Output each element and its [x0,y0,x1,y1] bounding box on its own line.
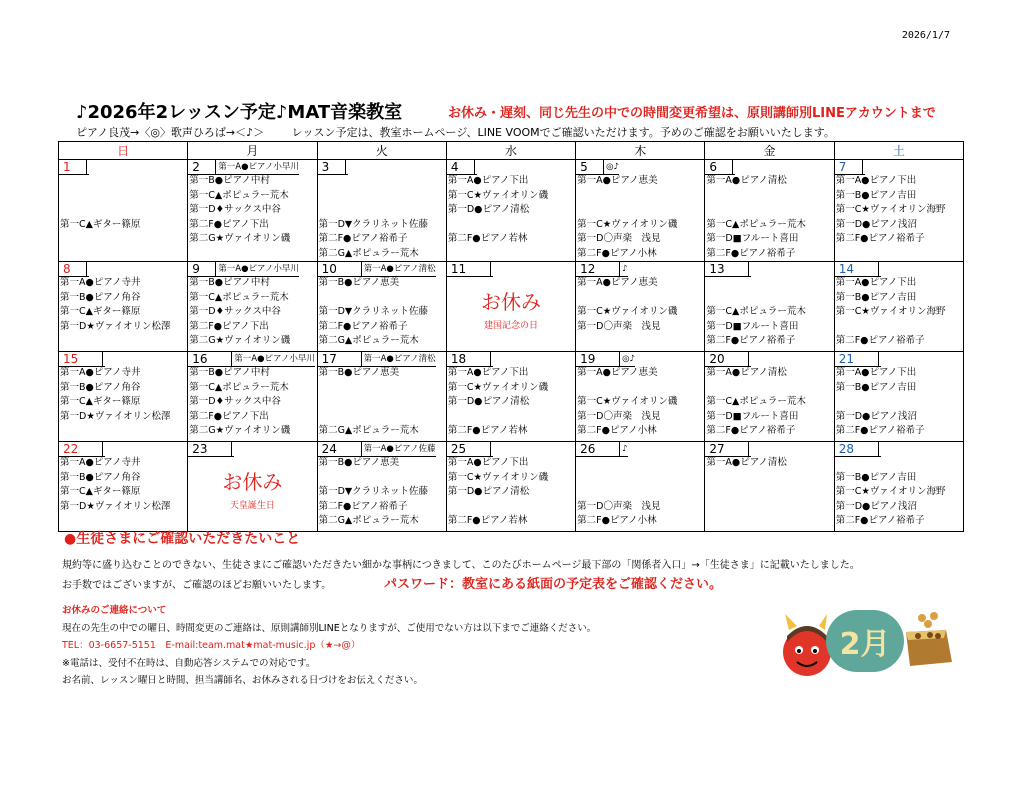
day-note: 第一A●ピアノ小早川 [216,160,299,175]
day-note [749,262,751,277]
lesson-entry: 第一B●ピアノ恵美 [318,277,400,288]
calendar-day [188,160,317,262]
day-number: 19 [576,352,620,367]
lesson-entry: 第一B●ピアノ吉田 [835,189,917,201]
day-number: 25 [447,442,491,457]
day-note [103,442,105,457]
calendar-week [59,442,964,532]
lesson-entry [835,395,963,410]
weekday-thu: 木 [576,142,705,160]
lesson-entry: 第一A●ピアノ下出 [835,175,917,186]
day-note [863,160,865,175]
lesson-entry: 第一B●ピアノ恵美 [318,457,400,468]
day-number: 17 [318,352,362,367]
day-note: 第一A●ピアノ佐藤 [362,442,436,457]
lesson-entry: 第一D★ヴァイオリン松澤 [60,320,171,332]
lesson-entry: 第一D●ピアノ浅沼 [835,218,918,230]
lesson-entry: 第二F●ピアノ小林 [577,247,657,259]
day-number: 24 [318,442,362,457]
calendar-day [834,442,963,532]
day-note [475,160,477,175]
lesson-entry: 第一D〇声楽 浅見 [577,320,661,332]
lesson-entry [576,189,704,204]
day-number: 20 [705,352,749,367]
notice-paragraph-1: 規約等に盛り込むことのできない、生徒さまにご確認いただきたい細かな事柄につきまして、このたびホームページ最下部の「関係者入口」→「生徒さま」に記載いたしました。 [62,560,860,571]
lesson-entry: 第一D●ピアノ清松 [447,204,530,215]
holiday-name: 天皇誕生日 [229,501,275,511]
calendar-day [317,442,446,532]
calendar-week [59,352,964,442]
lesson-entry: 第一C▲ギター篠原 [60,218,141,230]
lesson-entry: 第一B●ピアノ角谷 [60,471,141,483]
calendar-day [59,262,188,352]
bean-box-icon [896,610,958,674]
lesson-entry: 第一A●ピアノ下出 [447,175,529,186]
lesson-entry: 第一A●ピアノ清松 [706,175,787,186]
contact-title: お休みのご連絡について [62,605,167,616]
subtitle [76,124,859,140]
day-note [879,442,881,457]
day-number: 27 [705,442,749,457]
day-note [491,262,493,277]
lesson-entry: 第二F●ピアノ裕希子 [318,233,408,244]
weekday-tue: 火 [317,142,446,160]
check-title: ●生徒さまにご確認いただきたいこと [64,531,301,547]
lesson-entry: 第一C★ヴァイオリン海野 [835,204,946,215]
lesson-entry [576,456,704,471]
calendar-day [576,262,705,352]
calendar-day [834,262,963,352]
lesson-entry [705,291,833,306]
absence-notice: お休み・遅刻、同じ先生の中での時間変更希望は、原則講師別LINEアカウントまで [448,106,936,121]
lesson-entry: 第一D▼クラリネット佐藤 [318,306,428,317]
lesson-entry: 第二G★ヴァイオリン磯 [189,425,291,436]
calendar-day [446,262,575,352]
lesson-entry: 第一C▲ポピュラー荒木 [189,189,289,201]
lesson-entry [705,203,833,218]
lesson-entry: 第二F●ピアノ若林 [447,425,528,436]
holiday-name: 建国記念の日 [483,321,538,331]
calendar-day [59,160,188,262]
lesson-entry: 第一D〇声楽 浅見 [577,500,661,512]
calendar-day [59,442,188,532]
day-number: 8 [59,262,87,277]
day-number: 16 [188,352,232,367]
lesson-entry [318,203,446,218]
lesson-entry [705,381,833,396]
lesson-entry: 第一C▲ポピュラー荒木 [706,218,806,230]
page-title: ♪2026年2レッスン予定♪MAT音楽教室 [76,102,403,123]
day-note [491,352,493,367]
lesson-entry: 第一A●ピアノ恵美 [577,175,658,186]
lesson-entry [576,485,704,500]
lesson-entry: 第二F●ピアノ裕希子 [835,425,925,436]
lesson-entry: 第一C★ヴァイオリン磯 [447,471,549,483]
calendar-day [834,160,963,262]
day-note: ♪ [620,262,627,277]
lesson-entry [59,189,187,204]
lesson-entry [318,291,446,306]
day-note [87,262,89,277]
lesson-entry: 第一B●ピアノ恵美 [318,367,400,378]
lesson-entry [447,410,575,425]
weekday-sun: 日 [59,142,188,160]
lesson-entry: 第一B●ピアノ角谷 [60,291,141,303]
lesson-entry: 第一D〇声楽 浅見 [577,410,661,422]
day-number: 23 [188,442,232,457]
lesson-entry: 第二F●ピアノ下出 [189,410,269,422]
calendar-day [576,160,705,262]
lesson-entry: 第二G▲ポピュラー荒木 [318,515,419,526]
lesson-entry: 第二G▲ポピュラー荒木 [318,247,419,259]
day-note [733,160,735,175]
day-note [879,262,881,277]
lesson-entry: 第一C▲ポピュラー荒木 [706,396,806,407]
lesson-entry: 第一A●ピアノ寺井 [60,367,141,378]
day-number: 22 [59,442,103,457]
weekday-sat: 土 [834,142,963,160]
lesson-entry [835,456,963,471]
lesson-entry [59,174,187,189]
lesson-entry: 第一A●ピアノ下出 [447,457,529,468]
lesson-entry: 第二F●ピアノ若林 [447,233,528,244]
lesson-entry: 第二G★ヴァイオリン磯 [189,233,291,244]
lesson-entry: 第二F●ピアノ裕希子 [835,233,925,244]
contact-line: TEL：03-6657-5151 E-mail:team.mat★mat-music.jp（★→@） [62,640,361,651]
lesson-entry: 第一D●ピアノ清松 [447,486,530,497]
contact-line: 現在の先生の中での曜日、時間変更のご連絡は、原則講師別LINEとなりますが、ご使用でない方は以下までご連絡ください。 [62,623,597,634]
day-note: 第一A●ピアノ清松 [362,262,436,277]
contact-line: ※電話は、受付不在時は、自動応答システムでの対応です。 [62,658,316,669]
day-note [87,160,89,175]
day-note [346,160,348,175]
day-note [103,352,105,367]
calendar-day [59,352,188,442]
day-number: 10 [318,262,362,277]
lesson-entry [576,471,704,486]
lesson-entry: 第一A●ピアノ下出 [447,367,529,378]
holiday-mark [188,470,316,511]
day-note: 第一A●ピアノ小早川 [216,262,299,277]
lesson-entry [447,500,575,515]
lesson-entry: 第一C★ヴァイオリン海野 [835,306,946,317]
calendar-body [59,160,964,532]
day-note: ♪ [620,442,627,457]
calendar-day [705,352,834,442]
lesson-entry: 第一A●ピアノ恵美 [577,277,658,288]
day-number: 6 [705,160,733,175]
calendar-day [705,160,834,262]
lesson-entry: 第一C★ヴァイオリン磯 [577,396,678,407]
lesson-entry: 第一D♦サックス中谷 [189,396,281,407]
lesson-entry: 第一D■フルート喜田 [706,410,799,422]
day-note [232,442,234,457]
day-note: 第一A●ピアノ小早川 [232,352,315,367]
calendar-day [576,352,705,442]
lesson-entry: 第一D■フルート喜田 [706,233,799,244]
lesson-entry: 第一C▲ギター篠原 [60,306,141,317]
lesson-entry [576,291,704,306]
lesson-entry: 第一D♦サックス中谷 [189,204,281,215]
lesson-entry: 第一B●ピアノ吉田 [835,471,917,483]
calendar-day [188,352,317,442]
calendar-day [317,160,446,262]
lesson-entry: 第一C▲ギター篠原 [60,396,141,407]
lesson-entry: 第二F●ピアノ小林 [577,515,657,526]
lesson-entry [705,276,833,291]
lesson-entry: 第一D〇声楽 浅見 [577,233,661,244]
lesson-entry [318,381,446,396]
lesson-entry: 第一A●ピアノ清松 [706,367,787,378]
lesson-entry: 第一D●ピアノ清松 [447,396,530,407]
lesson-entry [576,381,704,396]
day-note: ◎♪ [604,160,619,175]
day-note: 第一A●ピアノ清松 [362,352,436,367]
lesson-entry: 第一C★ヴァイオリン磯 [447,189,549,201]
symbol-legend: ピアノ良茂→〈◎〉歌声ひろば→＜♪＞ [76,126,265,139]
lesson-entry: 第一C★ヴァイオリン海野 [835,486,946,497]
day-note [749,442,751,457]
lesson-entry [447,218,575,233]
calendar-day [446,352,575,442]
schedule-info: レッスン予定は、教室ホームページ、LINE VOOMでご確認いただけます。予めのご確認をお願いいたします。 [291,126,835,139]
day-number: 13 [705,262,749,277]
notice-paragraph-2: お手数ではございますが、ご確認のほどお願いいたします。 [62,580,332,591]
day-number: 21 [835,352,879,367]
day-note [749,352,751,367]
lesson-entry: 第一B●ピアノ中村 [189,367,270,378]
lesson-entry: 第一B●ピアノ吉田 [835,291,917,303]
lesson-entry [318,395,446,410]
lesson-entry: 第一D●ピアノ浅沼 [835,500,918,512]
lesson-entry: 第一D●ピアノ浅沼 [835,410,918,422]
lesson-entry: 第二F●ピアノ下出 [189,218,269,230]
day-number: 14 [835,262,879,277]
day-number: 18 [447,352,491,367]
holiday-label: お休み [222,470,283,494]
day-number: 7 [835,160,863,175]
calendar-day [446,442,575,532]
weekday-header [59,142,964,160]
lesson-entry: 第一A●ピアノ寺井 [60,457,141,468]
lesson-entry: 第一B●ピアノ中村 [189,175,270,186]
lesson-entry: 第一D▼クラリネット佐藤 [318,486,428,497]
lesson-entry: 第二F●ピアノ裕希子 [835,335,925,346]
lesson-entry: 第一C▲ポピュラー荒木 [706,306,806,317]
day-note [491,442,493,457]
day-note [879,352,881,367]
lesson-entry: 第一A●ピアノ下出 [835,367,917,378]
day-number: 28 [835,442,879,457]
lesson-entry: 第二G▲ポピュラー荒木 [318,425,419,436]
lesson-entry: 第二F●ピアノ小林 [577,425,657,436]
calendar-day [188,262,317,352]
lesson-entry [59,203,187,218]
lesson-entry: 第一B●ピアノ吉田 [835,381,917,393]
calendar-week [59,262,964,352]
lesson-entry: 第二F●ピアノ若林 [447,515,528,526]
lesson-entry: 第一C★ヴァイオリン磯 [447,381,549,393]
lesson-entry: 第二F●ピアノ裕希子 [706,247,796,259]
lesson-entry: 第一D■フルート喜田 [706,320,799,332]
lesson-entry [705,189,833,204]
calendar-day [834,352,963,442]
calendar-day [446,160,575,262]
lesson-entry: 第一C★ヴァイオリン磯 [577,306,678,317]
lesson-entry: 第一B●ピアノ角谷 [60,381,141,393]
holiday-label: お休み [480,290,541,314]
calendar-day [188,442,317,532]
lesson-entry: 第二F●ピアノ裕希子 [318,500,408,512]
day-number: 3 [318,160,346,175]
print-date: 2026/1/7 [901,30,950,41]
month-badge [826,610,904,672]
lesson-entry: 第一D▼クラリネット佐藤 [318,218,428,230]
lesson-entry: 第二F●ピアノ裕希子 [318,320,408,332]
lesson-entry: 第二F●ピアノ裕希子 [706,425,796,436]
calendar-day [576,442,705,532]
day-number: 11 [447,262,491,277]
calendar-week [59,160,964,262]
calendar-table [58,141,964,532]
password-notice: パスワード：教室にある紙面の予定表をご確認ください。 [384,577,723,592]
calendar-day [317,262,446,352]
calendar-day [705,262,834,352]
day-number: 4 [447,160,475,175]
lesson-entry [835,320,963,335]
lesson-entry: 第一D♦サックス中谷 [189,306,281,317]
day-number: 15 [59,352,103,367]
lesson-entry [318,471,446,486]
lesson-entry: 第一C▲ポピュラー荒木 [189,291,289,303]
lesson-entry [576,203,704,218]
contact-line: お名前、レッスン曜日と時間、担当講師名、お休みされる日づけをお伝えください。 [62,675,423,686]
lesson-entry: 第一A●ピアノ清松 [706,457,787,468]
lesson-entry: 第二G★ヴァイオリン磯 [189,335,291,346]
lesson-entry: 第一C★ヴァイオリン磯 [577,218,678,230]
day-number: 12 [576,262,620,277]
lesson-entry: 第一D★ヴァイオリン松澤 [60,410,171,422]
lesson-entry: 第二F●ピアノ下出 [189,320,269,332]
lesson-entry: 第一A●ピアノ恵美 [577,367,658,378]
lesson-entry: 第一B●ピアノ中村 [189,277,270,288]
weekday-wed: 水 [446,142,575,160]
holiday-mark [447,290,575,331]
lesson-entry [318,410,446,425]
day-number: 5 [576,160,604,175]
lesson-entry [318,174,446,189]
weekday-fri: 金 [705,142,834,160]
lesson-entry: 第二F●ピアノ裕希子 [835,515,925,526]
lesson-entry: 第一A●ピアノ寺井 [60,277,141,288]
lesson-entry: 第二F●ピアノ裕希子 [706,335,796,346]
day-note: ◎♪ [620,352,635,367]
lesson-entry: 第一A●ピアノ下出 [835,277,917,288]
weekday-mon: 月 [188,142,317,160]
lesson-entry [318,189,446,204]
day-number: 1 [59,160,87,175]
lesson-entry: 第一C▲ポピュラー荒木 [189,381,289,393]
day-number: 26 [576,442,620,457]
month-badge-label: 2月 [839,627,891,662]
lesson-entry: 第一D★ヴァイオリン松澤 [60,500,171,512]
lesson-entry: 第一C▲ギター篠原 [60,486,141,497]
calendar-day [705,442,834,532]
day-number: 2 [188,160,216,175]
day-number: 9 [188,262,216,277]
calendar-day [317,352,446,442]
lesson-entry: 第二G▲ポピュラー荒木 [318,335,419,346]
